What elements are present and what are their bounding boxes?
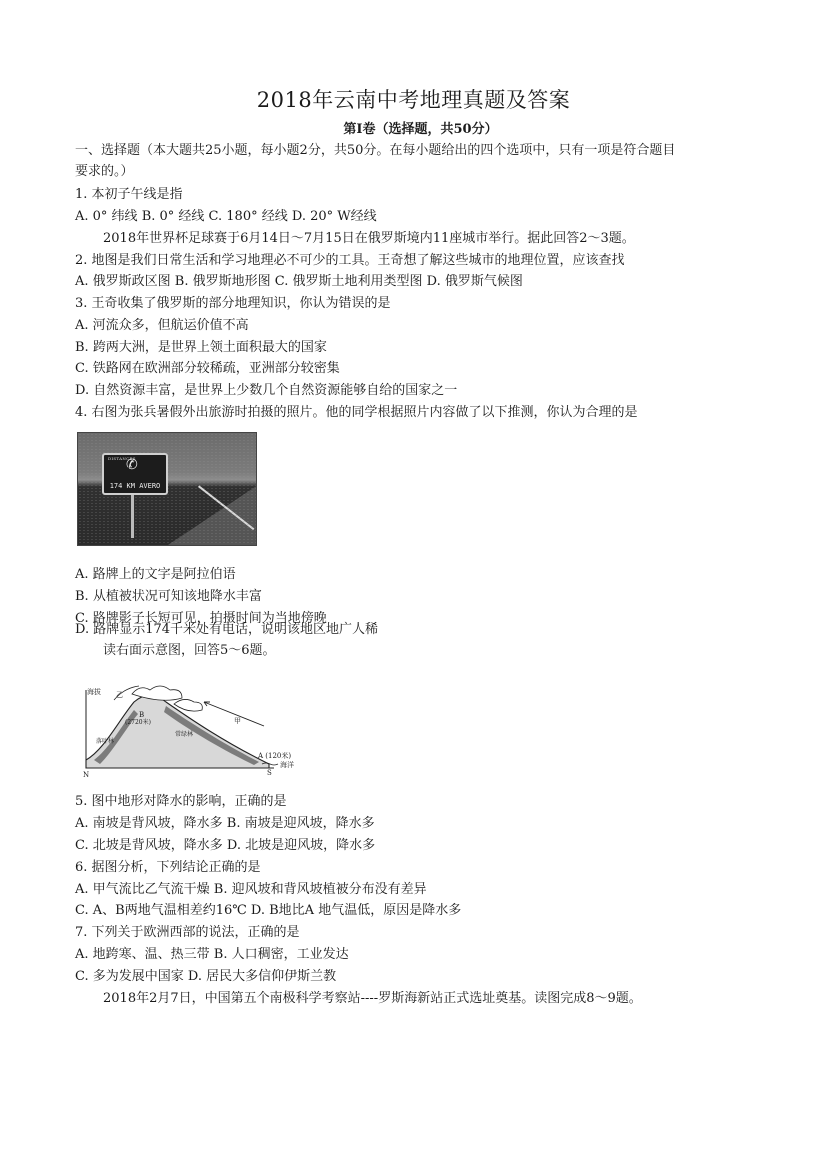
question-6: 6. 据图分析，下列结论正确的是 <box>75 860 261 875</box>
sea-label: 海洋 <box>280 761 294 769</box>
mountain-diagram-svg <box>74 680 314 780</box>
peak-elevation: (2720米) <box>125 719 151 726</box>
question-6-options-ab: A. 甲气流比乙气流干燥 B. 迎风坡和背风坡植被分布没有差异 <box>75 882 427 897</box>
question-5-options-cd: C. 北坡是背风坡，降水多 D. 北坡是迎风坡，降水多 <box>75 838 376 853</box>
question-7-options-cd: C. 多为发展中国家 D. 居民大多信仰伊斯兰教 <box>75 969 337 984</box>
context-2-3: 2018年世界杯足球赛于6月14日～7月15日在俄罗斯境内11座城市举行。据此回答2～3题。 <box>103 231 635 246</box>
question-3-option-a: A. 河流众多，但航运价值不高 <box>75 318 249 333</box>
context-5-6: 读右面示意图，回答5～6题。 <box>103 643 276 658</box>
question-4-option-a: A. 路牌上的文字是阿拉伯语 <box>75 567 236 582</box>
mountain-diagram <box>74 680 314 780</box>
road-sign <box>102 453 168 495</box>
context-8-9: 2018年2月7日，中国第五个南极科学考察站----罗斯海新站正式选址奠基。读图完成8～9题。 <box>103 991 642 1006</box>
north-slope-label: 落叶林 <box>96 738 115 745</box>
sign-post <box>131 493 134 538</box>
question-4-option-d: D. 路牌显示174千米处有电话，说明该地区地广人稀 <box>75 622 379 637</box>
question-3: 3. 王奇收集了俄罗斯的部分地理知识，你认为错误的是 <box>75 296 391 311</box>
question-5-options-ab: A. 南坡是背风坡，降水多 B. 南坡是迎风坡，降水多 <box>75 816 375 831</box>
instructions-line-2: 要求的。） <box>75 164 134 179</box>
question-3-option-c: C. 铁路网在欧洲部分较稀疏，亚洲部分较密集 <box>75 361 340 376</box>
road-sign-photo <box>77 432 257 546</box>
question-2-options: A. 俄罗斯政区图 B. 俄罗斯地形图 C. 俄罗斯土地利用类型图 D. 俄罗斯气候图 <box>75 274 523 289</box>
air-flow-b-label: 乙 <box>116 691 123 699</box>
question-3-option-d: D. 自然资源丰富，是世界上少数几个自然资源能够自给的国家之一 <box>75 383 458 398</box>
sign-heading: DISTANCES <box>108 456 136 461</box>
question-5: 5. 图中地形对降水的影响，正确的是 <box>75 794 287 809</box>
peak-label: B <box>139 711 145 719</box>
elevation-label: 海拔 <box>87 688 101 696</box>
page-title: 2018年云南中考地理真题及答案 <box>256 88 571 112</box>
question-1: 1. 本初子午线是指 <box>75 187 183 202</box>
question-4-option-b: B. 从植被状况可知该地降水丰富 <box>75 589 262 604</box>
question-6-options-cd: C. A、B两地气温相差约16℃ D. B地比A 地气温低，原因是降水多 <box>75 903 462 918</box>
point-a-label: A (120米) <box>258 752 292 760</box>
north-label: N <box>83 771 90 779</box>
sign-text: 174 KM AVERO <box>109 482 161 490</box>
instructions-line-1: 一、选择题（本大题共25小题，每小题2分，共50分。在每小题给出的四个选项中，只有一项是符合题目 <box>75 143 676 158</box>
air-flow-a-label: 甲 <box>234 717 241 725</box>
question-4-option-c: C. 路牌影子长短可见，拍摄时间为当地傍晚 <box>75 611 327 626</box>
south-slope-label: 常绿林 <box>175 731 194 738</box>
cloud <box>174 699 202 711</box>
question-4: 4. 右图为张兵暑假外出旅游时拍摄的照片。他的同学根据照片内容做了以下推测，你认为合理的是 <box>75 405 638 420</box>
question-7: 7. 下列关于欧洲西部的说法，正确的是 <box>75 925 300 940</box>
section-title: 第Ⅰ卷（选择题，共50分） <box>343 122 498 137</box>
phone-icon: ✆ <box>126 457 138 473</box>
question-2: 2. 地图是我们日常生活和学习地理必不可少的工具。王奇想了解这些城市的地理位置，应该查找 <box>75 253 625 268</box>
question-3-option-b: B. 跨两大洲，是世界上领土面积最大的国家 <box>75 340 327 355</box>
question-1-options: A. 0° 纬线 B. 0° 经线 C. 180° 经线 D. 20° W经线 <box>75 209 377 224</box>
south-label: S <box>267 769 272 777</box>
question-7-options-ab: A. 地跨寒、温、热三带 B. 人口稠密，工业发达 <box>75 947 349 962</box>
